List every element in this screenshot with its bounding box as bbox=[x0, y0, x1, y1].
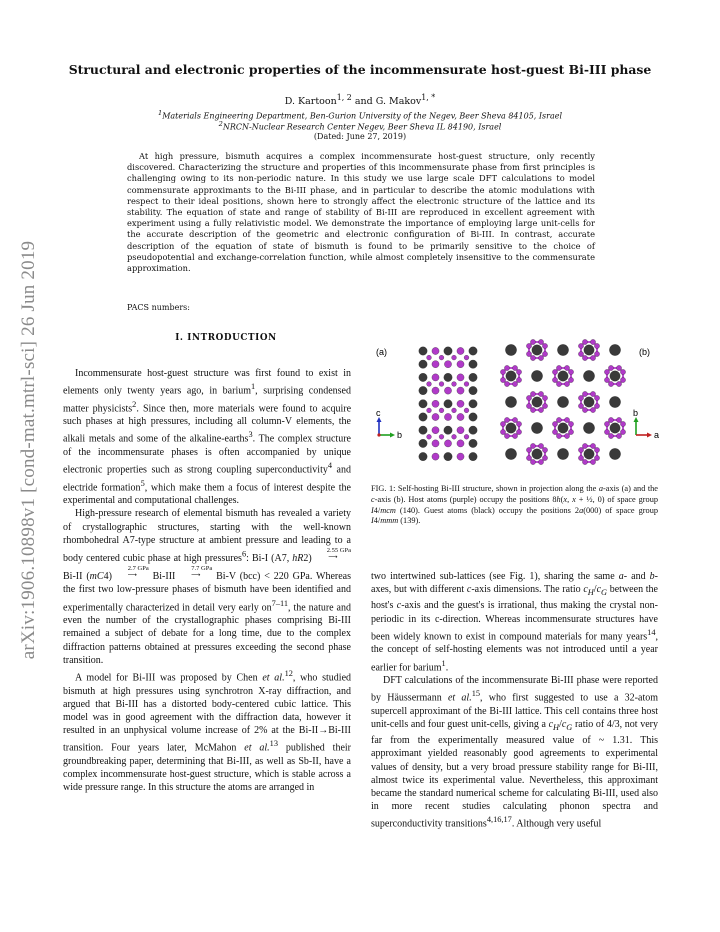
paragraph: A model for Bi-III was proposed by Chen et al.$^{12}$, who studied bismuth at high pressures using synchrotron X-ray diffraction, and argued that Bi-III has a distorted body-centered cubic lattice. This model was in good agreement with the diffraction data, however it resulted in an unphysical volume increase of 2% at the Bi-II→Bi-III transition. Four years later, McMahon et al.$^{13}$ published their groundbreaking paper, determining that Bi-III, as well as Sb-II, have a complex incommensurate host-guest structure, which is stable across a wide pressure range. In this structure the atoms are arranged in bbox=[63, 669, 352, 794]
guest-atom bbox=[469, 413, 477, 421]
host-atom bbox=[620, 377, 625, 382]
paragraph: High-pressure research of elemental bismuth has revealed a variety of crystallographic structures, starting with the well-known rhombohedral A7-type structure at ambient pressure and leading to a body centered cubic phase at high pressures$^6$: Bi-I (A7, hR2) 2.55 GPa ⟶ Bi-II (mC4) 2.7 GPa ⟶ Bi-III 7.7 GPa ⟶ Bi-V (bcc) < 220 GPa. Whereas the first two low-pressure phases of bismuth have been identified and experimentally characterized in detail very early $on^{7-11}$, the nature and even the number of the crystallographic phases comprising Bi-III remained a subject of debate for a long time, due to the complex diffraction patterns obtained at pressures exceeding the second phase transition. bbox=[63, 508, 352, 666]
host-atom bbox=[552, 369, 557, 374]
guest-atom bbox=[419, 439, 427, 447]
host-atom bbox=[432, 427, 439, 434]
host-atom bbox=[564, 417, 569, 422]
host-atom bbox=[427, 382, 432, 387]
panel-label-b: (b) bbox=[639, 347, 650, 357]
host-atom bbox=[452, 355, 457, 360]
left-column bbox=[63, 367, 351, 795]
figure-1 bbox=[371, 338, 658, 470]
host-atom bbox=[578, 447, 583, 452]
panel-a-structure bbox=[419, 347, 477, 461]
host-atom bbox=[530, 391, 535, 396]
host-atom bbox=[512, 381, 517, 386]
host-atom bbox=[500, 369, 505, 374]
host-atom bbox=[432, 453, 439, 460]
host-atom bbox=[578, 343, 583, 348]
host-atom bbox=[526, 395, 531, 400]
host-atom bbox=[457, 400, 464, 407]
host-atom bbox=[504, 365, 509, 370]
guest-atom bbox=[469, 452, 477, 460]
host-atom bbox=[590, 443, 595, 448]
host-atom bbox=[564, 381, 569, 386]
host-atom bbox=[516, 421, 521, 426]
host-atom bbox=[526, 351, 531, 356]
host-atom bbox=[432, 347, 439, 354]
host-atom bbox=[457, 361, 464, 368]
host-atom bbox=[432, 387, 439, 394]
guest-atom bbox=[444, 373, 452, 381]
host-atom bbox=[604, 429, 609, 434]
host-atom bbox=[542, 447, 547, 452]
guest-atom bbox=[469, 373, 477, 381]
guest-atom bbox=[419, 347, 427, 355]
guest-atom bbox=[506, 371, 516, 381]
host-atom bbox=[568, 377, 573, 382]
host-atom bbox=[530, 407, 535, 412]
host-atom bbox=[590, 339, 595, 344]
host-atom bbox=[530, 355, 535, 360]
axis-triad-right bbox=[633, 408, 659, 440]
host-atom bbox=[620, 421, 625, 426]
guest-atom bbox=[584, 397, 594, 407]
guest-atom bbox=[419, 426, 427, 434]
host-atom bbox=[457, 387, 464, 394]
guest-atom bbox=[469, 360, 477, 368]
host-atom bbox=[512, 365, 517, 370]
host-atom bbox=[616, 365, 621, 370]
host-atom bbox=[556, 365, 561, 370]
guest-atom bbox=[505, 448, 516, 459]
paragraph: DFT calculations of the incommensurate Bi-III phase were reported by Häussermann et al.$^{15}$, who first suggested to use a 32-atom supercell approximant of the Bi-III lattice. This cell contains three host unit-cells and four guest unit-cells, giving a $c_H/c_G$ ratio of 4/3, not very far from the experimentally measured value of ~ 1.31. This approximant yielded reasonably good agreements to experimental values of density, but a very broad pressure stability range for Bi-III, almost twice its experimental value. Nevertheless, this approximant became the standard numerical scheme for calculating Bi-III, used also in more recent studies calculating phonon spectra and superconductivity transitions$^{4,16,17}$. Although very useful bbox=[371, 675, 659, 830]
host-atom bbox=[620, 429, 625, 434]
host-atom bbox=[452, 408, 457, 413]
host-atom bbox=[604, 421, 609, 426]
guest-atom bbox=[584, 449, 594, 459]
host-atom bbox=[538, 339, 543, 344]
guest-atom bbox=[419, 386, 427, 394]
host-atom bbox=[530, 339, 535, 344]
host-atom bbox=[457, 413, 464, 420]
host-atom bbox=[542, 455, 547, 460]
guest-atom bbox=[469, 386, 477, 394]
host-atom bbox=[616, 381, 621, 386]
host-atom bbox=[427, 355, 432, 360]
guest-atom bbox=[506, 423, 516, 433]
host-atom bbox=[594, 395, 599, 400]
host-atom bbox=[568, 429, 573, 434]
guest-atom bbox=[469, 439, 477, 447]
host-atom bbox=[538, 443, 543, 448]
host-atom bbox=[516, 377, 521, 382]
host-atom bbox=[556, 433, 561, 438]
guest-atom bbox=[583, 422, 594, 433]
host-atom bbox=[504, 433, 509, 438]
axis-label-a: a bbox=[654, 430, 660, 440]
guest-atom bbox=[532, 345, 542, 355]
crystal-structure-figure bbox=[371, 338, 658, 470]
host-atom bbox=[444, 387, 451, 394]
host-atom bbox=[582, 459, 587, 464]
host-atom bbox=[500, 421, 505, 426]
section-heading: I. INTRODUCTION bbox=[175, 333, 277, 343]
host-atom bbox=[568, 421, 573, 426]
guest-atom bbox=[469, 400, 477, 408]
host-atom bbox=[432, 440, 439, 447]
guest-atom bbox=[557, 448, 568, 459]
host-atom bbox=[439, 408, 444, 413]
host-atom bbox=[452, 382, 457, 387]
host-atom bbox=[620, 369, 625, 374]
host-atom bbox=[604, 369, 609, 374]
host-atom bbox=[457, 453, 464, 460]
host-atom bbox=[556, 417, 561, 422]
host-atom bbox=[564, 365, 569, 370]
host-atom bbox=[616, 417, 621, 422]
paragraph: Incommensurate host-guest structure was first found to exist in elements only twenty years ago, in barium$^1$, surprising condensed matter physicists$^2$. Since then, more materials were found to acquire such phases at high pressures, including all column-V elements, the alkali metals and some of the alkaline-earths$^3$. The complex structure of the incommensurate phases is often accompanied by unique electronic properties such as strong coupling superconductivity$^4$ and electride formation$^5$, which make them a focus of interest despite the experimental and computational challenges. bbox=[63, 368, 352, 507]
guest-atom bbox=[532, 449, 542, 459]
host-atom bbox=[538, 391, 543, 396]
host-atom bbox=[594, 447, 599, 452]
host-atom bbox=[457, 374, 464, 381]
host-atom bbox=[578, 395, 583, 400]
host-atom bbox=[578, 403, 583, 408]
arxiv-stamp bbox=[14, 190, 44, 710]
host-atom bbox=[594, 455, 599, 460]
axis-triad-left bbox=[376, 408, 402, 440]
host-atom bbox=[526, 447, 531, 452]
axis-label-b-right: b bbox=[633, 408, 639, 418]
host-atom bbox=[590, 391, 595, 396]
guest-atom bbox=[583, 370, 594, 381]
arxiv-id: arXiv:1906.10898v1 [cond-mat.mtrl-sci] 26 Jun 2019 bbox=[18, 240, 39, 660]
host-atom bbox=[504, 381, 509, 386]
host-atom bbox=[432, 361, 439, 368]
guest-atom bbox=[444, 400, 452, 408]
guest-atom bbox=[609, 396, 620, 407]
host-atom bbox=[542, 343, 547, 348]
host-atom bbox=[608, 365, 613, 370]
host-atom bbox=[526, 343, 531, 348]
host-atom bbox=[538, 459, 543, 464]
guest-atom bbox=[531, 370, 542, 381]
guest-atom bbox=[558, 423, 568, 433]
affiliation-1: $^1$Materials Engineering Department, Ben-Gurion University of the Negev, Beer Sheva 84105, Israel bbox=[157, 109, 563, 121]
host-atom bbox=[526, 455, 531, 460]
authors: D. Kartoon$^{1, 2}$ and G. Makov$^{1, *}$ bbox=[284, 93, 436, 108]
host-atom bbox=[500, 429, 505, 434]
guest-atom bbox=[609, 448, 620, 459]
host-atom bbox=[444, 361, 451, 368]
guest-atom bbox=[610, 371, 620, 381]
guest-atom bbox=[419, 452, 427, 460]
guest-atom bbox=[557, 396, 568, 407]
host-atom bbox=[552, 377, 557, 382]
abstract: At high pressure, bismuth acquires a complex incommensurate host-guest structure, only recently discovered. Characterizing the structure and properties of this incommensurate phase from first principles is challenging owing to its non-periodic nature. In this study we use large scale DFT calculations to model commensurate approximants to the Bi-III phase, and in particular to describe the atomic modulations with respect to their ideal positions, shown here to strongly affect the electronic structure of the lattice and its stability. The equation of state and range of stability of Bi-III are reproduced in excellent agreement with experiment using a fully relativistic model. We demonstrate the importance of employing large unit-cells for the accurate description of the geometric and electronic configuration of Bi-III. In contrast, accurate description of the equation of state of bismuth is found to be primarily sensitive to the choice of pseudopotential and exchange-correlation function, while almost completely insensitive to the commensurate approximation. bbox=[127, 151, 595, 274]
host-atom bbox=[590, 407, 595, 412]
guest-atom bbox=[610, 423, 620, 433]
host-atom bbox=[582, 407, 587, 412]
host-atom bbox=[439, 434, 444, 439]
host-atom bbox=[608, 433, 613, 438]
host-atom bbox=[582, 391, 587, 396]
panel-b-structure bbox=[500, 339, 625, 464]
guest-atom bbox=[444, 347, 452, 355]
host-atom bbox=[582, 443, 587, 448]
host-atom bbox=[457, 440, 464, 447]
host-atom bbox=[457, 347, 464, 354]
host-atom bbox=[578, 455, 583, 460]
host-atom bbox=[530, 443, 535, 448]
host-atom bbox=[582, 355, 587, 360]
host-atom bbox=[512, 433, 517, 438]
host-atom bbox=[452, 434, 457, 439]
guest-atom bbox=[557, 344, 568, 355]
host-atom bbox=[516, 369, 521, 374]
host-atom bbox=[464, 434, 469, 439]
host-atom bbox=[556, 381, 561, 386]
host-atom bbox=[590, 355, 595, 360]
paragraph: two intertwined sub-lattices (see Fig. 1), sharing the same a- and b-axes, but with different c-axis dimensions. The ratio $c_H/c_G$ between the host's c-axis and the guest's is irrational, thus making the crystal non-periodic in its c-direction. Whereas incommensurate structures have been widely known to exist in compound materials for many years$^{14}$, the concept of self-hosting elements was not introduced until a year earlier for barium$^1$. bbox=[371, 571, 658, 673]
guest-atom bbox=[505, 396, 516, 407]
host-atom bbox=[608, 417, 613, 422]
host-atom bbox=[542, 351, 547, 356]
guest-atom bbox=[419, 360, 427, 368]
pacs-numbers: PACS numbers: bbox=[127, 303, 190, 312]
host-atom bbox=[444, 413, 451, 420]
guest-atom bbox=[609, 344, 620, 355]
figure-caption: FIG. 1: Self-hosting Bi-III structure, shown in projection along the a-axis (a) and the c-axis (b). Host atoms (purple) occupy the positions 8h(x, x + ½, 0) of space group I4/mcm (140). Guest atoms (black) occupy the positions 2a(000) of space group I4/mmm (139). bbox=[371, 484, 658, 526]
guest-atom bbox=[419, 373, 427, 381]
host-atom bbox=[526, 403, 531, 408]
host-atom bbox=[530, 459, 535, 464]
host-atom bbox=[604, 377, 609, 382]
host-atom bbox=[439, 382, 444, 387]
guest-atom bbox=[419, 413, 427, 421]
axis-label-c: c bbox=[376, 408, 381, 418]
guest-atom bbox=[558, 371, 568, 381]
host-atom bbox=[500, 377, 505, 382]
host-atom bbox=[427, 408, 432, 413]
host-atom bbox=[594, 403, 599, 408]
host-atom bbox=[432, 413, 439, 420]
host-atom bbox=[578, 351, 583, 356]
host-atom bbox=[432, 374, 439, 381]
host-atom bbox=[542, 395, 547, 400]
panel-label-a: (a) bbox=[376, 347, 387, 357]
axis-label-b: b bbox=[397, 430, 403, 440]
host-atom bbox=[538, 407, 543, 412]
host-atom bbox=[439, 355, 444, 360]
host-atom bbox=[464, 408, 469, 413]
guest-atom bbox=[419, 400, 427, 408]
paper-title: Structural and electronic properties of the incommensurate host-guest Bi-III phase bbox=[68, 62, 652, 77]
host-atom bbox=[594, 343, 599, 348]
guest-atom bbox=[469, 426, 477, 434]
guest-atom bbox=[531, 422, 542, 433]
host-atom bbox=[427, 434, 432, 439]
guest-atom bbox=[532, 397, 542, 407]
host-atom bbox=[564, 433, 569, 438]
host-atom bbox=[616, 433, 621, 438]
guest-atom bbox=[505, 344, 516, 355]
host-atom bbox=[457, 427, 464, 434]
host-atom bbox=[608, 381, 613, 386]
host-atom bbox=[464, 355, 469, 360]
host-atom bbox=[432, 400, 439, 407]
guest-atom bbox=[444, 426, 452, 434]
host-atom bbox=[538, 355, 543, 360]
host-atom bbox=[512, 417, 517, 422]
right-column bbox=[371, 570, 658, 831]
host-atom bbox=[568, 369, 573, 374]
affiliation-2: $^2$NRCN-Nuclear Research Center Negev, Beer Sheva IL 84190, Israel bbox=[218, 120, 502, 132]
guest-atom bbox=[469, 347, 477, 355]
host-atom bbox=[444, 440, 451, 447]
host-atom bbox=[464, 382, 469, 387]
host-atom bbox=[582, 339, 587, 344]
guest-atom bbox=[444, 452, 452, 460]
host-atom bbox=[552, 429, 557, 434]
guest-atom bbox=[584, 345, 594, 355]
host-atom bbox=[594, 351, 599, 356]
host-atom bbox=[590, 459, 595, 464]
host-atom bbox=[552, 421, 557, 426]
date: (Dated: June 27, 2019) bbox=[313, 132, 407, 141]
host-atom bbox=[516, 429, 521, 434]
host-atom bbox=[504, 417, 509, 422]
host-atom bbox=[542, 403, 547, 408]
